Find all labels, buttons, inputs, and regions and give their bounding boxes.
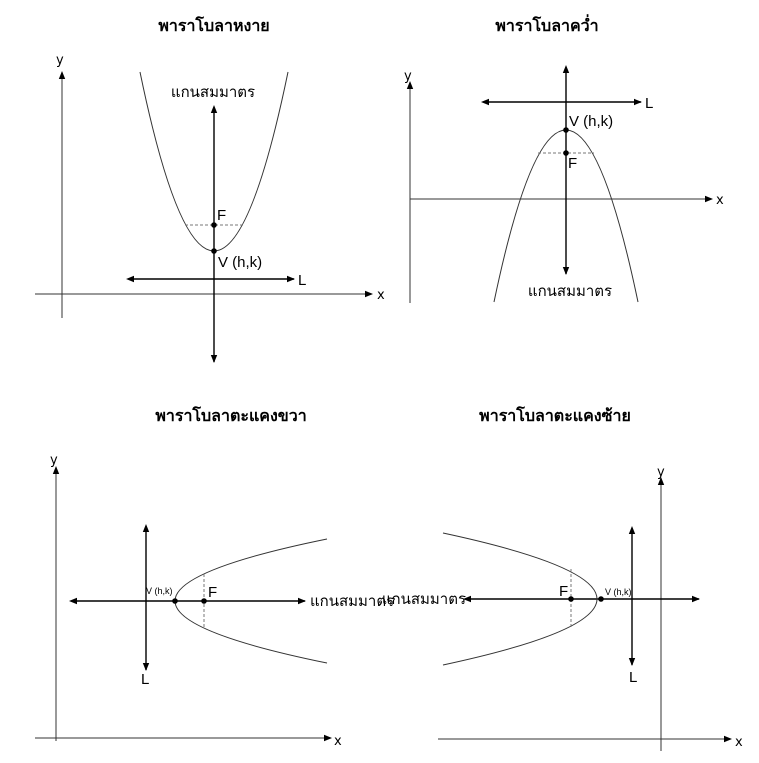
vertex-label: V (h,k)	[218, 254, 263, 271]
x-axis-label: x	[377, 288, 385, 303]
directrix-label: L	[645, 95, 654, 112]
vertex-label: V (h,k)	[605, 587, 632, 597]
axis-of-symmetry-label: แกนสมมาตร	[381, 591, 466, 608]
y-axis-label: y	[56, 53, 64, 68]
focus-label: F	[568, 155, 578, 172]
directrix-label: L	[298, 272, 307, 289]
vertex-point	[172, 598, 178, 604]
directrix-label: L	[141, 671, 150, 688]
axis-of-symmetry-label: แกนสมมาตร	[170, 84, 256, 101]
directrix-label: L	[629, 669, 638, 686]
x-axis-label: x	[735, 735, 743, 750]
focus-point	[568, 596, 574, 602]
panel-upward-parabola	[35, 15, 385, 362]
focus-point	[201, 598, 207, 604]
vertex-label: V (h,k)	[146, 586, 173, 596]
vertex-label: V (h,k)	[569, 113, 614, 130]
vertex-point	[211, 248, 217, 254]
vertex-point	[598, 596, 604, 602]
vertex-point	[563, 127, 569, 133]
panel-downward-parabola	[404, 14, 724, 303]
x-axis-label: x	[716, 193, 724, 208]
title-right-parabola: พาราโบลาตะแคงขวา	[155, 406, 307, 425]
panel-left-parabola	[382, 405, 743, 751]
panel-right-parabola	[35, 405, 394, 749]
y-axis-label: y	[657, 465, 665, 480]
axis-of-symmetry-label: แกนสมมาตร	[527, 283, 613, 300]
axis-of-symmetry-label: แกนสมมาตร	[310, 593, 395, 610]
y-axis-label: y	[404, 69, 412, 84]
title-left-parabola: พาราโบลาตะแคงซ้าย	[479, 406, 631, 425]
title-downward-parabola: พาราโบลาคว่ำ	[495, 16, 599, 35]
x-axis-label: x	[334, 734, 342, 749]
y-axis-label: y	[50, 453, 58, 468]
focus-label: F	[217, 207, 227, 224]
focus-label: F	[559, 583, 569, 600]
title-upward-parabola: พาราโบลาหงาย	[158, 16, 270, 35]
focus-label: F	[208, 584, 218, 601]
focus-point	[211, 222, 217, 228]
